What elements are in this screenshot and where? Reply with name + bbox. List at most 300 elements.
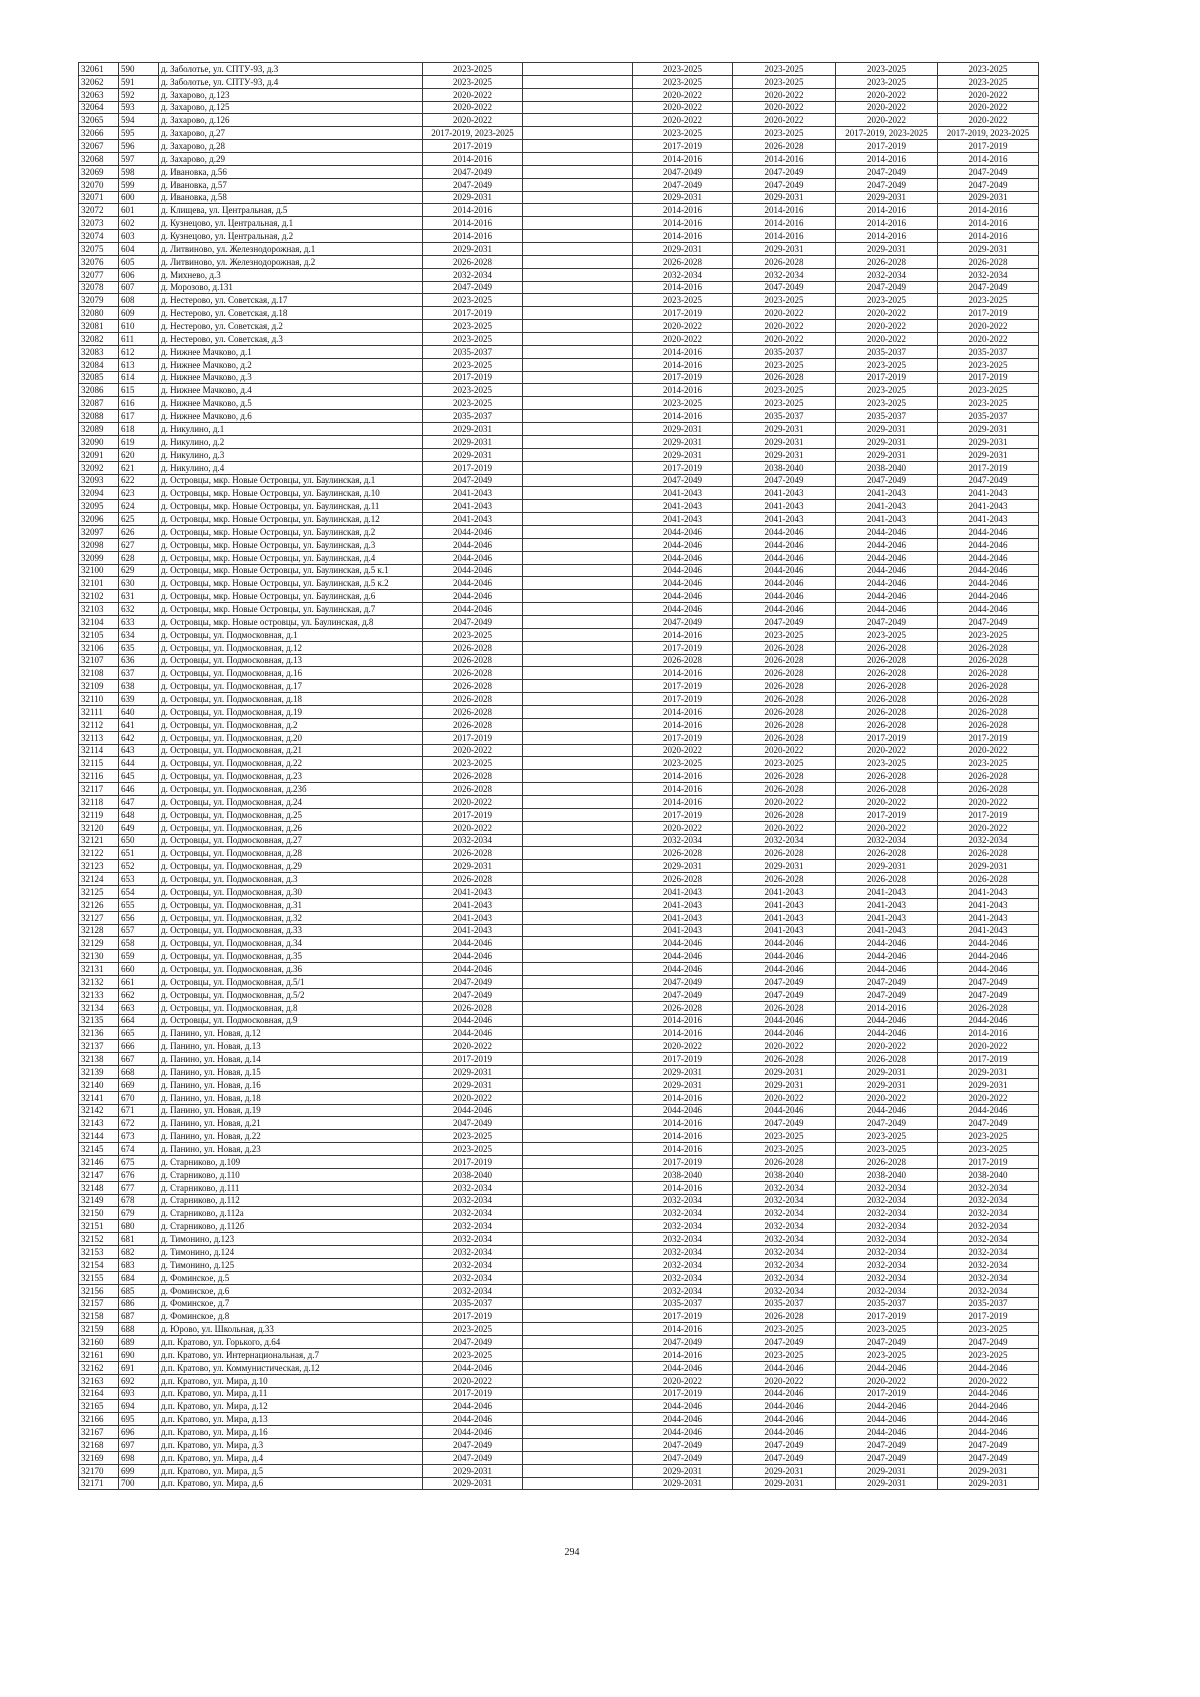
cell-record-id: 32076 — [79, 255, 119, 268]
cell-period-2: 2041-2043 — [633, 886, 733, 899]
cell-period-1: 2029-2031 — [423, 435, 523, 448]
cell-address: д. Островцы, ул. Подмосковная, д.2 — [159, 718, 423, 731]
cell-record-id: 32126 — [79, 898, 119, 911]
cell-period-2: 2017-2019 — [633, 1310, 733, 1323]
cell-period-5: 2047-2049 — [938, 281, 1039, 294]
cell-address: д. Островцы, ул. Подмосковная, д.18 — [159, 693, 423, 706]
cell-period-2: 2014-2016 — [633, 795, 733, 808]
cell-address: д. Фоминское, д.5 — [159, 1271, 423, 1284]
cell-period-2: 2014-2016 — [633, 667, 733, 680]
cell-period-3: 2014-2016 — [733, 204, 836, 217]
table-row — [79, 1117, 1039, 1130]
cell-period-4: 2017-2019 — [836, 140, 938, 153]
cell-period-2: 2041-2043 — [633, 924, 733, 937]
table-row — [79, 371, 1039, 384]
cell-period-3: 2026-2028 — [733, 1001, 836, 1014]
cell-record-id: 32137 — [79, 1040, 119, 1053]
table-row — [79, 1451, 1039, 1464]
cell-period-4: 2047-2049 — [836, 1117, 938, 1130]
cell-period-5: 2014-2016 — [938, 217, 1039, 230]
cell-period-2: 2014-2016 — [633, 1117, 733, 1130]
cell-period-3: 2029-2031 — [733, 1066, 836, 1079]
cell-period-4: 2023-2025 — [836, 358, 938, 371]
cell-period-1: 2044-2046 — [423, 1014, 523, 1027]
cell-period-4: 2041-2043 — [836, 911, 938, 924]
cell-period-5: 2017-2019 — [938, 140, 1039, 153]
cell-blank — [523, 860, 633, 873]
table-row — [79, 705, 1039, 718]
cell-period-1: 2020-2022 — [423, 88, 523, 101]
cell-blank — [523, 976, 633, 989]
table-row — [79, 178, 1039, 191]
cell-address: д. Панино, ул. Новая, д.14 — [159, 1053, 423, 1066]
cell-period-5: 2047-2049 — [938, 178, 1039, 191]
cell-period-2: 2032-2034 — [633, 1220, 733, 1233]
cell-period-2: 2047-2049 — [633, 1336, 733, 1349]
cell-period-4: 2026-2028 — [836, 770, 938, 783]
table-row — [79, 513, 1039, 526]
table-row — [79, 924, 1039, 937]
cell-period-3: 2026-2028 — [733, 1053, 836, 1066]
cell-record-id: 32148 — [79, 1181, 119, 1194]
cell-period-5: 2014-2016 — [938, 1027, 1039, 1040]
cell-period-2: 2044-2046 — [633, 1413, 733, 1426]
cell-period-5: 2023-2025 — [938, 757, 1039, 770]
cell-blank — [523, 718, 633, 731]
cell-record-id: 32142 — [79, 1104, 119, 1117]
table-row — [79, 525, 1039, 538]
cell-period-1: 2044-2046 — [423, 525, 523, 538]
table-row — [79, 808, 1039, 821]
cell-record-id: 32119 — [79, 808, 119, 821]
cell-item-number: 640 — [119, 705, 159, 718]
cell-period-5: 2023-2025 — [938, 1130, 1039, 1143]
cell-period-2: 2032-2034 — [633, 1246, 733, 1259]
cell-record-id: 32160 — [79, 1336, 119, 1349]
cell-period-2: 2014-2016 — [633, 1091, 733, 1104]
cell-period-3: 2047-2049 — [733, 988, 836, 1001]
table-row — [79, 1168, 1039, 1181]
table-row — [79, 140, 1039, 153]
cell-period-4: 2047-2049 — [836, 1438, 938, 1451]
cell-period-4: 2047-2049 — [836, 1451, 938, 1464]
cell-period-2: 2032-2034 — [633, 268, 733, 281]
table-row — [79, 680, 1039, 693]
cell-period-4: 2020-2022 — [836, 821, 938, 834]
cell-address: д. Островцы, мкр. Новые Островцы, ул. Баулинская, д.5 к.1 — [159, 564, 423, 577]
cell-period-3: 2032-2034 — [733, 1194, 836, 1207]
cell-item-number: 651 — [119, 847, 159, 860]
cell-period-4: 2047-2049 — [836, 1336, 938, 1349]
cell-record-id: 32115 — [79, 757, 119, 770]
cell-blank — [523, 1066, 633, 1079]
cell-period-3: 2044-2046 — [733, 603, 836, 616]
cell-item-number: 617 — [119, 410, 159, 423]
cell-record-id: 32166 — [79, 1413, 119, 1426]
cell-period-3: 2044-2046 — [733, 1387, 836, 1400]
cell-blank — [523, 757, 633, 770]
cell-record-id: 32105 — [79, 628, 119, 641]
cell-period-3: 2026-2028 — [733, 718, 836, 731]
cell-period-3: 2020-2022 — [733, 1040, 836, 1053]
cell-period-1: 2029-2031 — [423, 448, 523, 461]
cell-record-id: 32140 — [79, 1078, 119, 1091]
cell-address: д. Захарово, д.126 — [159, 114, 423, 127]
cell-period-3: 2020-2022 — [733, 88, 836, 101]
cell-period-4: 2044-2046 — [836, 1104, 938, 1117]
cell-period-2: 2047-2049 — [633, 178, 733, 191]
cell-period-2: 2032-2034 — [633, 1258, 733, 1271]
table-row — [79, 1181, 1039, 1194]
cell-period-5: 2020-2022 — [938, 114, 1039, 127]
cell-period-4: 2026-2028 — [836, 705, 938, 718]
cell-period-2: 2026-2028 — [633, 255, 733, 268]
cell-period-5: 2017-2019 — [938, 307, 1039, 320]
table-row — [79, 886, 1039, 899]
table-row — [79, 538, 1039, 551]
cell-period-3: 2026-2028 — [733, 654, 836, 667]
cell-period-3: 2020-2022 — [733, 795, 836, 808]
cell-period-1: 2038-2040 — [423, 1168, 523, 1181]
cell-item-number: 599 — [119, 178, 159, 191]
cell-record-id: 32118 — [79, 795, 119, 808]
cell-blank — [523, 448, 633, 461]
cell-record-id: 32159 — [79, 1323, 119, 1336]
cell-address: д. Нижнее Мачково, д.5 — [159, 397, 423, 410]
cell-period-1: 2023-2025 — [423, 320, 523, 333]
cell-blank — [523, 217, 633, 230]
cell-blank — [523, 1271, 633, 1284]
cell-period-1: 2044-2046 — [423, 963, 523, 976]
cell-blank — [523, 1400, 633, 1413]
cell-period-4: 2026-2028 — [836, 693, 938, 706]
cell-item-number: 669 — [119, 1078, 159, 1091]
cell-period-5: 2032-2034 — [938, 1194, 1039, 1207]
table-row — [79, 1413, 1039, 1426]
table-row — [79, 1348, 1039, 1361]
cell-period-5: 2017-2019, 2023-2025 — [938, 127, 1039, 140]
cell-period-3: 2038-2040 — [733, 1168, 836, 1181]
cell-period-1: 2020-2022 — [423, 1374, 523, 1387]
cell-record-id: 32152 — [79, 1233, 119, 1246]
cell-record-id: 32116 — [79, 770, 119, 783]
cell-record-id: 32080 — [79, 307, 119, 320]
cell-period-1: 2032-2034 — [423, 1284, 523, 1297]
cell-item-number: 647 — [119, 795, 159, 808]
cell-period-3: 2032-2034 — [733, 1246, 836, 1259]
cell-item-number: 642 — [119, 731, 159, 744]
cell-period-1: 2044-2046 — [423, 1400, 523, 1413]
cell-period-4: 2044-2046 — [836, 1413, 938, 1426]
table-row — [79, 757, 1039, 770]
cell-period-3: 2032-2034 — [733, 1271, 836, 1284]
cell-period-1: 2026-2028 — [423, 654, 523, 667]
cell-record-id: 32089 — [79, 423, 119, 436]
cell-item-number: 628 — [119, 551, 159, 564]
cell-item-number: 622 — [119, 474, 159, 487]
cell-period-1: 2044-2046 — [423, 1426, 523, 1439]
cell-address: д. Панино, ул. Новая, д.12 — [159, 1027, 423, 1040]
cell-item-number: 663 — [119, 1001, 159, 1014]
cell-item-number: 620 — [119, 448, 159, 461]
table-row — [79, 667, 1039, 680]
cell-record-id: 32072 — [79, 204, 119, 217]
cell-record-id: 32092 — [79, 461, 119, 474]
cell-period-3: 2020-2022 — [733, 114, 836, 127]
cell-item-number: 656 — [119, 911, 159, 924]
cell-period-1: 2032-2034 — [423, 1194, 523, 1207]
cell-period-3: 2044-2046 — [733, 1413, 836, 1426]
cell-address: д. Морозово, д.131 — [159, 281, 423, 294]
cell-period-5: 2032-2034 — [938, 1233, 1039, 1246]
cell-blank — [523, 577, 633, 590]
cell-period-3: 2041-2043 — [733, 500, 836, 513]
cell-period-3: 2020-2022 — [733, 320, 836, 333]
table-row — [79, 88, 1039, 101]
cell-period-2: 2020-2022 — [633, 320, 733, 333]
cell-record-id: 32094 — [79, 487, 119, 500]
cell-period-3: 2047-2049 — [733, 1336, 836, 1349]
cell-blank — [523, 873, 633, 886]
cell-address: д. Ивановка, д.56 — [159, 165, 423, 178]
cell-period-1: 2014-2016 — [423, 230, 523, 243]
cell-blank — [523, 641, 633, 654]
cell-record-id: 32096 — [79, 513, 119, 526]
cell-period-4: 2044-2046 — [836, 525, 938, 538]
cell-period-1: 2023-2025 — [423, 1143, 523, 1156]
cell-period-3: 2026-2028 — [733, 371, 836, 384]
cell-period-3: 2041-2043 — [733, 911, 836, 924]
cell-period-4: 2017-2019 — [836, 1387, 938, 1400]
cell-blank — [523, 358, 633, 371]
cell-period-3: 2023-2025 — [733, 75, 836, 88]
cell-blank — [523, 1027, 633, 1040]
cell-period-1: 2020-2022 — [423, 1040, 523, 1053]
cell-period-5: 2044-2046 — [938, 525, 1039, 538]
cell-record-id: 32061 — [79, 63, 119, 76]
cell-period-5: 2041-2043 — [938, 898, 1039, 911]
table-row — [79, 577, 1039, 590]
cell-period-4: 2020-2022 — [836, 1040, 938, 1053]
table-row — [79, 770, 1039, 783]
cell-period-3: 2041-2043 — [733, 898, 836, 911]
cell-period-5: 2020-2022 — [938, 88, 1039, 101]
cell-blank — [523, 204, 633, 217]
cell-period-2: 2017-2019 — [633, 693, 733, 706]
cell-period-3: 2032-2034 — [733, 268, 836, 281]
cell-period-5: 2014-2016 — [938, 153, 1039, 166]
cell-period-4: 2014-2016 — [836, 217, 938, 230]
cell-item-number: 648 — [119, 808, 159, 821]
cell-item-number: 593 — [119, 101, 159, 114]
cell-blank — [523, 127, 633, 140]
cell-period-5: 2029-2031 — [938, 191, 1039, 204]
cell-period-3: 2044-2046 — [733, 937, 836, 950]
cell-period-1: 2032-2034 — [423, 1258, 523, 1271]
cell-period-2: 2014-2016 — [633, 628, 733, 641]
cell-address: д. Островцы, ул. Подмосковная, д.36 — [159, 963, 423, 976]
cell-period-4: 2041-2043 — [836, 898, 938, 911]
cell-period-2: 2023-2025 — [633, 294, 733, 307]
cell-item-number: 597 — [119, 153, 159, 166]
cell-period-3: 2020-2022 — [733, 744, 836, 757]
table-row — [79, 1284, 1039, 1297]
cell-period-2: 2020-2022 — [633, 821, 733, 834]
cell-item-number: 692 — [119, 1374, 159, 1387]
cell-period-1: 2041-2043 — [423, 487, 523, 500]
cell-record-id: 32112 — [79, 718, 119, 731]
cell-period-1: 2044-2046 — [423, 937, 523, 950]
cell-period-4: 2014-2016 — [836, 230, 938, 243]
cell-address: д. Островцы, ул. Подмосковная, д.35 — [159, 950, 423, 963]
cell-period-2: 2014-2016 — [633, 1027, 733, 1040]
cell-period-4: 2047-2049 — [836, 615, 938, 628]
cell-record-id: 32108 — [79, 667, 119, 680]
cell-period-1: 2026-2028 — [423, 873, 523, 886]
cell-blank — [523, 615, 633, 628]
cell-period-4: 2014-2016 — [836, 1001, 938, 1014]
cell-period-4: 2044-2046 — [836, 577, 938, 590]
cell-address: д. Островцы, мкр. Новые Островцы, ул. Баулинская, д.2 — [159, 525, 423, 538]
cell-period-3: 2041-2043 — [733, 886, 836, 899]
cell-item-number: 635 — [119, 641, 159, 654]
cell-blank — [523, 101, 633, 114]
table-row — [79, 500, 1039, 513]
cell-period-5: 2032-2034 — [938, 1284, 1039, 1297]
cell-period-4: 2032-2034 — [836, 1258, 938, 1271]
cell-period-3: 2026-2028 — [733, 705, 836, 718]
cell-period-3: 2020-2022 — [733, 101, 836, 114]
cell-period-5: 2041-2043 — [938, 500, 1039, 513]
cell-period-3: 2020-2022 — [733, 333, 836, 346]
cell-item-number: 697 — [119, 1438, 159, 1451]
cell-item-number: 605 — [119, 255, 159, 268]
cell-period-1: 2017-2019 — [423, 371, 523, 384]
cell-item-number: 649 — [119, 821, 159, 834]
cell-blank — [523, 255, 633, 268]
cell-record-id: 32064 — [79, 101, 119, 114]
cell-period-4: 2023-2025 — [836, 294, 938, 307]
table-row — [79, 1361, 1039, 1374]
cell-blank — [523, 268, 633, 281]
cell-period-2: 2029-2031 — [633, 1477, 733, 1490]
cell-period-5: 2029-2031 — [938, 860, 1039, 873]
cell-period-3: 2023-2025 — [733, 294, 836, 307]
cell-period-4: 2020-2022 — [836, 88, 938, 101]
cell-period-1: 2029-2031 — [423, 1464, 523, 1477]
cell-period-4: 2029-2031 — [836, 1066, 938, 1079]
cell-address: д. Тимонино, д.124 — [159, 1246, 423, 1259]
cell-period-1: 2023-2025 — [423, 333, 523, 346]
cell-address: д. Тимонино, д.123 — [159, 1233, 423, 1246]
cell-record-id: 32079 — [79, 294, 119, 307]
cell-item-number: 659 — [119, 950, 159, 963]
cell-address: д. Островцы, ул. Подмосковная, д.21 — [159, 744, 423, 757]
cell-item-number: 604 — [119, 243, 159, 256]
cell-item-number: 636 — [119, 654, 159, 667]
cell-record-id: 32081 — [79, 320, 119, 333]
cell-record-id: 32109 — [79, 680, 119, 693]
cell-period-2: 2014-2016 — [633, 1014, 733, 1027]
cell-period-4: 2044-2046 — [836, 538, 938, 551]
table-row — [79, 988, 1039, 1001]
cell-period-5: 2026-2028 — [938, 255, 1039, 268]
cell-address: д. Островцы, ул. Подмосковная, д.1 — [159, 628, 423, 641]
cell-period-4: 2029-2031 — [836, 191, 938, 204]
cell-period-1: 2017-2019 — [423, 731, 523, 744]
cell-item-number: 625 — [119, 513, 159, 526]
cell-blank — [523, 834, 633, 847]
cell-period-3: 2041-2043 — [733, 513, 836, 526]
page-number: 294 — [564, 1547, 580, 1558]
cell-period-5: 2026-2028 — [938, 680, 1039, 693]
cell-blank — [523, 461, 633, 474]
table-row — [79, 75, 1039, 88]
table-row — [79, 603, 1039, 616]
cell-period-1: 2047-2049 — [423, 281, 523, 294]
cell-period-5: 2029-2031 — [938, 435, 1039, 448]
cell-period-5: 2017-2019 — [938, 1053, 1039, 1066]
cell-period-1: 2023-2025 — [423, 384, 523, 397]
cell-period-5: 2044-2046 — [938, 937, 1039, 950]
cell-address: д. Захарово, д.123 — [159, 88, 423, 101]
cell-period-2: 2041-2043 — [633, 500, 733, 513]
cell-record-id: 32150 — [79, 1207, 119, 1220]
cell-period-5: 2032-2034 — [938, 1246, 1039, 1259]
cell-item-number: 630 — [119, 577, 159, 590]
cell-record-id: 32161 — [79, 1348, 119, 1361]
cell-period-1: 2017-2019 — [423, 1053, 523, 1066]
cell-blank — [523, 1194, 633, 1207]
cell-record-id: 32143 — [79, 1117, 119, 1130]
cell-item-number: 614 — [119, 371, 159, 384]
cell-blank — [523, 153, 633, 166]
table-row — [79, 963, 1039, 976]
cell-period-5: 2047-2049 — [938, 615, 1039, 628]
cell-item-number: 700 — [119, 1477, 159, 1490]
cell-period-2: 2044-2046 — [633, 1400, 733, 1413]
cell-blank — [523, 680, 633, 693]
table-row — [79, 1464, 1039, 1477]
cell-period-1: 2044-2046 — [423, 590, 523, 603]
cell-period-5: 2023-2025 — [938, 294, 1039, 307]
cell-period-4: 2044-2046 — [836, 1400, 938, 1413]
cell-item-number: 643 — [119, 744, 159, 757]
cell-address: д. Клищева, ул. Центральная, д.5 — [159, 204, 423, 217]
cell-item-number: 623 — [119, 487, 159, 500]
cell-blank — [523, 1323, 633, 1336]
cell-period-4: 2023-2025 — [836, 63, 938, 76]
cell-period-1: 2023-2025 — [423, 397, 523, 410]
cell-period-4: 2041-2043 — [836, 487, 938, 500]
cell-address: д. Островцы, ул. Подмосковная, д.25 — [159, 808, 423, 821]
cell-address: д. Нижнее Мачково, д.2 — [159, 358, 423, 371]
cell-period-3: 2035-2037 — [733, 410, 836, 423]
cell-blank — [523, 345, 633, 358]
table-row — [79, 744, 1039, 757]
cell-blank — [523, 88, 633, 101]
cell-period-4: 2029-2031 — [836, 1078, 938, 1091]
cell-period-5: 2017-2019 — [938, 1310, 1039, 1323]
cell-period-1: 2032-2034 — [423, 1271, 523, 1284]
cell-record-id: 32073 — [79, 217, 119, 230]
cell-record-id: 32091 — [79, 448, 119, 461]
cell-period-4: 2023-2025 — [836, 1130, 938, 1143]
cell-period-3: 2041-2043 — [733, 487, 836, 500]
table-row — [79, 731, 1039, 744]
cell-period-2: 2014-2016 — [633, 705, 733, 718]
cell-record-id: 32125 — [79, 886, 119, 899]
